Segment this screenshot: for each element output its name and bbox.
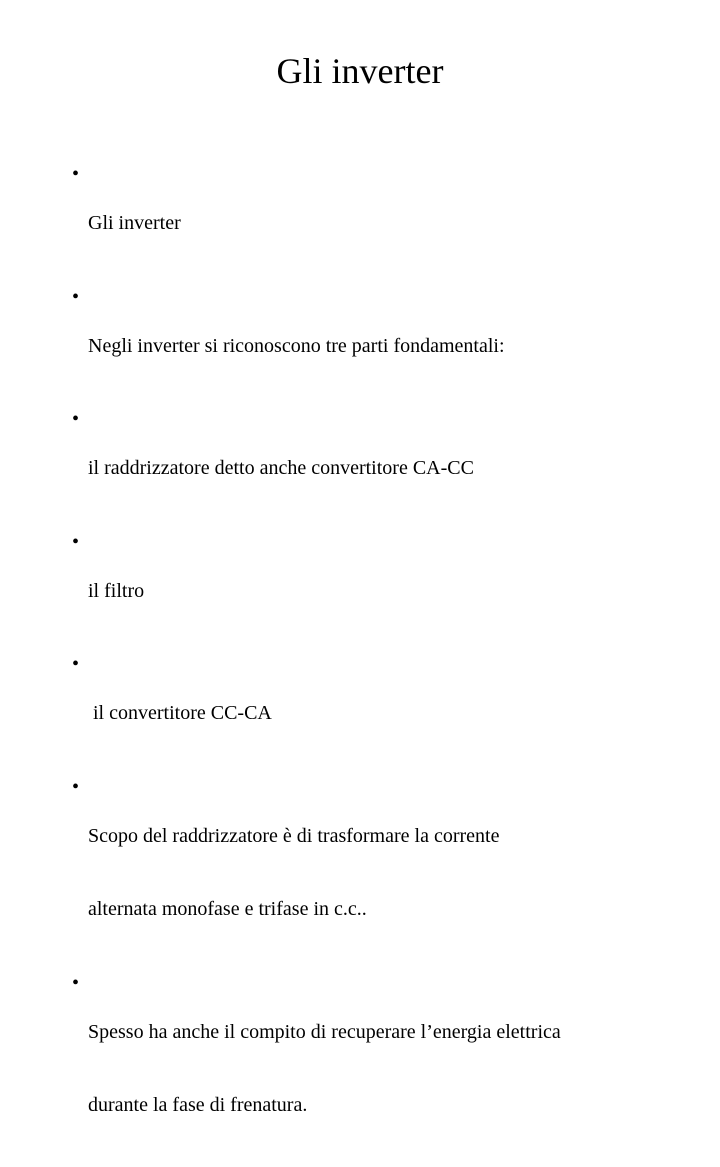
bullet-icon: • <box>72 775 80 798</box>
list-item-text <box>88 188 672 284</box>
list-item-line: il convertitore CC-CA <box>88 702 272 724</box>
list-item-text <box>88 678 672 774</box>
list-item <box>72 162 672 285</box>
bullet-icon: • <box>72 408 80 430</box>
bullet-list <box>72 162 672 1167</box>
list-item-line: il raddrizzatore detto anche convertitore CA-CC <box>88 457 474 479</box>
bullet-icon: • <box>72 653 80 675</box>
list-item <box>72 652 672 775</box>
list-item-line: Scopo del raddrizzatore è di trasformare la corrente <box>88 824 500 847</box>
list-item-line: alternata monofase e trifase in c.c.. <box>88 898 367 920</box>
list-item-line: Gli inverter <box>88 212 181 234</box>
list-item-line: durante la fase di frenatura. <box>88 1094 308 1116</box>
bullet-icon: • <box>72 530 80 553</box>
list-item-line: il filtro <box>88 579 145 602</box>
list-item-text <box>88 800 672 969</box>
list-item <box>72 775 672 971</box>
list-item-line: Spesso ha anche il compito di recuperare l’energia elettrica <box>88 1020 561 1043</box>
bullet-icon: • <box>72 971 80 994</box>
list-item-line: Negli inverter si riconoscono tre parti fondamentali: <box>88 334 505 357</box>
bullet-icon: • <box>72 163 80 185</box>
list-item-text <box>88 555 672 651</box>
list-item-text <box>88 996 672 1165</box>
list-item <box>72 530 672 653</box>
list-item <box>72 407 672 530</box>
bullet-icon: • <box>72 285 80 308</box>
list-item <box>72 285 672 408</box>
list-item <box>72 971 672 1167</box>
list-item-text <box>88 433 672 529</box>
list-item-text <box>88 310 672 406</box>
slide-title: Gli inverter <box>276 51 444 91</box>
